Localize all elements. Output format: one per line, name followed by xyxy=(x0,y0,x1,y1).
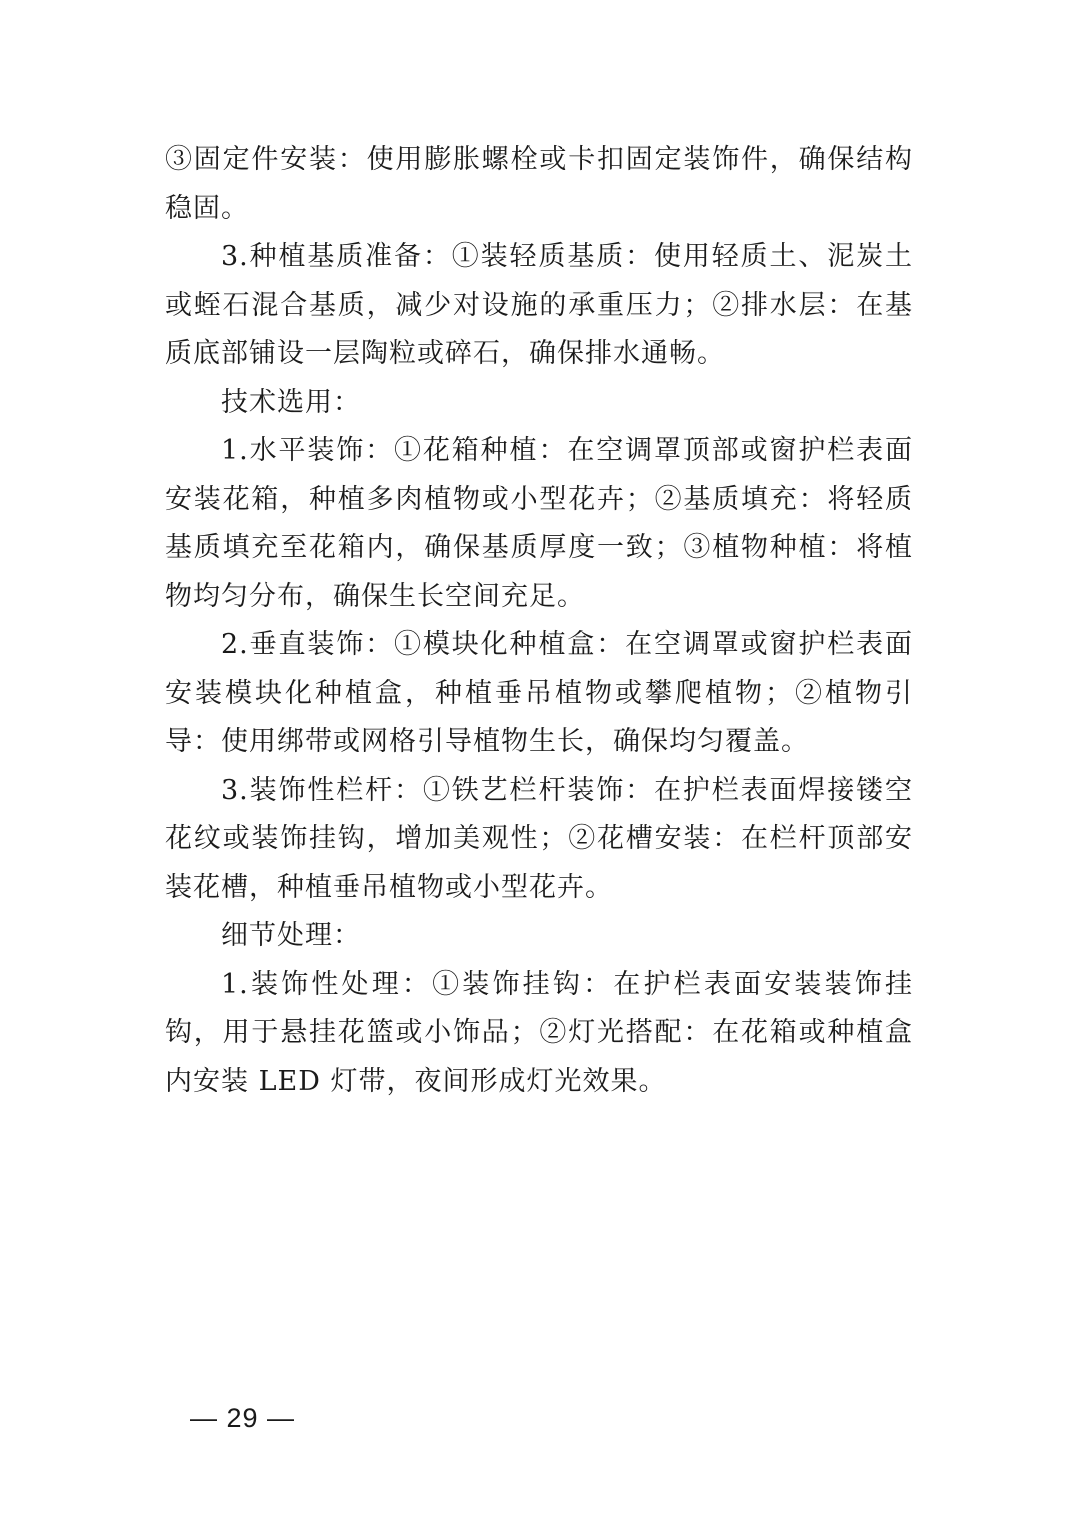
heading-detail-treatment: 细节处理： xyxy=(221,920,361,951)
paragraph-substrate-prep: 3.种植基质准备：①装轻质基质：使用轻质土、泥炭土或蛭石混合基质，减少对设施的承重压力；②排水层：在基质底部铺设一层陶粒或碎石，确保排水通畅。 xyxy=(165,241,913,369)
heading-technique-selection: 技术选用： xyxy=(221,386,361,418)
paragraph-fixture-install: ③固定件安装：使用膨胀螺栓或卡扣固定装饰件，确保结构稳固。 xyxy=(165,144,913,224)
body-text xyxy=(165,136,913,1106)
page-number: — 29 — xyxy=(190,1403,296,1433)
paragraph-decorative-treatment: 1.装饰性处理：①装饰挂钩：在护栏表面安装装饰挂钩，用于悬挂花篮或小饰品；②灯光搭配：在花箱或种植盒内安装 LED 灯带，夜间形成灯光效果。 xyxy=(165,968,913,1097)
paragraph-horizontal-decoration: 1.水平装饰：①花箱种植：在空调罩顶部或窗护栏表面安装花箱，种植多肉植物或小型花卉；②基质填充：将轻质基质填充至花箱内，确保基质厚度一致；③植物种植：将植物均匀分布，确保生长空间充足。 xyxy=(165,435,913,612)
paragraph-decorative-railing: 3.装饰性栏杆：①铁艺栏杆装饰：在护栏表面焊接镂空花纹或装饰挂钩，增加美观性；②花槽安装：在栏杆顶部安装花槽，种植垂吊植物或小型花卉。 xyxy=(165,774,913,903)
paragraph-vertical-decoration: 2.垂直装饰：①模块化种植盒：在空调罩或窗护栏表面安装模块化种植盒，种植垂吊植物或攀爬植物；②植物引导：使用绑带或网格引导植物生长，确保均匀覆盖。 xyxy=(165,629,913,757)
